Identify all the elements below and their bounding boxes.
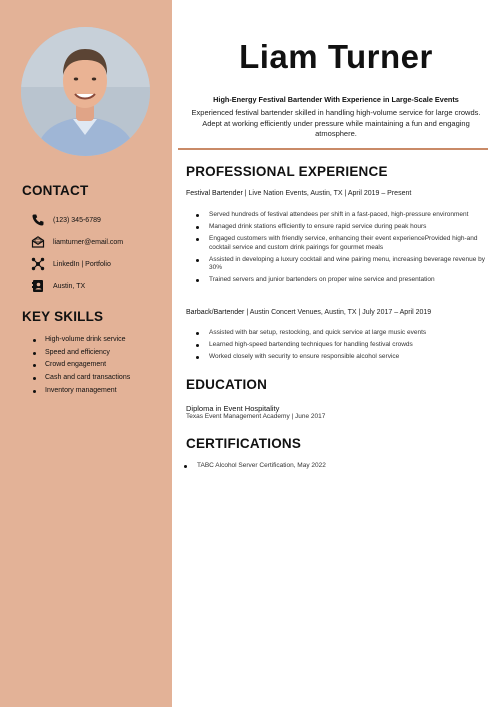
contact-heading: CONTACT	[22, 183, 89, 198]
job-line	[186, 190, 411, 197]
network-icon	[31, 257, 45, 271]
job-title: Barback/Bartender	[186, 309, 245, 316]
certification-item: TABC Alcohol Server Certification, May 2022	[184, 462, 474, 470]
job-title: Festival Bartender	[186, 190, 243, 197]
links-text[interactable]: LinkedIn | Portfolio	[53, 260, 111, 268]
location-text: Austin, TX	[53, 282, 86, 290]
main-content	[172, 0, 500, 707]
contact-item-email	[31, 231, 123, 253]
skill-item: Speed and efficiency	[33, 347, 130, 360]
skill-item: High-volume drink service	[33, 334, 130, 347]
phone-text[interactable]: (123) 345-6789	[53, 216, 101, 224]
skill-item: Cash and card transactions	[33, 372, 130, 385]
first-name: Liam	[239, 38, 319, 75]
job-details: | Austin Concert Venues, Austin, TX | July 2017 – April 2019	[244, 309, 432, 316]
last-name: Turner	[327, 38, 433, 75]
job-bullet: Learned high-speed bartending techniques for handling festival crowds	[196, 341, 486, 349]
location-icon	[31, 279, 45, 293]
certifications-list	[184, 462, 474, 474]
job-bullet: Served hundreds of festival attendees per shift in a fast-paced, high-pressure environment	[196, 211, 486, 219]
education-school: Texas Event Management Academy | June 2017	[186, 413, 326, 420]
summary: Experienced festival bartender skilled in handling high-volume service for large crowds. Adept at working efficiently under pressure while maintaining a fun and engaging atmosphere.	[191, 108, 481, 138]
education-heading: EDUCATION	[186, 377, 268, 392]
contact-item-links	[31, 253, 123, 275]
contact-item-phone	[31, 209, 123, 231]
phone-icon	[31, 213, 45, 227]
skill-item: Inventory management	[33, 385, 130, 398]
education-degree: Diploma in Event Hospitality	[186, 404, 280, 413]
skills-list	[33, 334, 130, 397]
job-bullet: Managed drink stations efficiently to ensure rapid service during peak hours	[196, 223, 486, 231]
job-details: | Live Nation Events, Austin, TX | April 2019 – Present	[242, 190, 412, 197]
tagline: High-Energy Festival Bartender With Experience in Large-Scale Events	[213, 95, 459, 104]
email-text[interactable]: liamturner@email.com	[53, 238, 124, 246]
skills-heading: KEY SKILLS	[22, 309, 104, 324]
sidebar	[0, 0, 172, 707]
job-bullets	[196, 329, 486, 366]
job-bullet: Assisted with bar setup, restocking, and quick service at large music events	[196, 329, 486, 337]
job-bullet: Engaged customers with friendly service, enhancing their event experienceProvided high-and cocktail service and custom drink pairings for gourmet meals	[196, 235, 486, 252]
profile-photo	[21, 27, 150, 156]
avatar	[21, 27, 150, 156]
job-bullet: Trained servers and junior bartenders on proper wine service and presentation	[196, 276, 486, 284]
job-bullets	[196, 211, 486, 289]
email-icon	[31, 235, 45, 249]
header-divider	[178, 148, 488, 150]
person-name	[172, 38, 500, 76]
experience-heading: PROFESSIONAL EXPERIENCE	[186, 164, 388, 179]
job-bullet: Worked closely with security to ensure responsible alcohol service	[196, 353, 486, 361]
job-bullet: Assisted in developing a luxury cocktail and wine pairing menu, increasing beverage revenue by 30%	[196, 256, 486, 273]
job-line	[186, 309, 431, 316]
certifications-heading: CERTIFICATIONS	[186, 436, 302, 451]
skill-item: Crowd engagement	[33, 359, 130, 372]
contact-item-location	[31, 275, 123, 297]
contact-list	[31, 209, 123, 297]
